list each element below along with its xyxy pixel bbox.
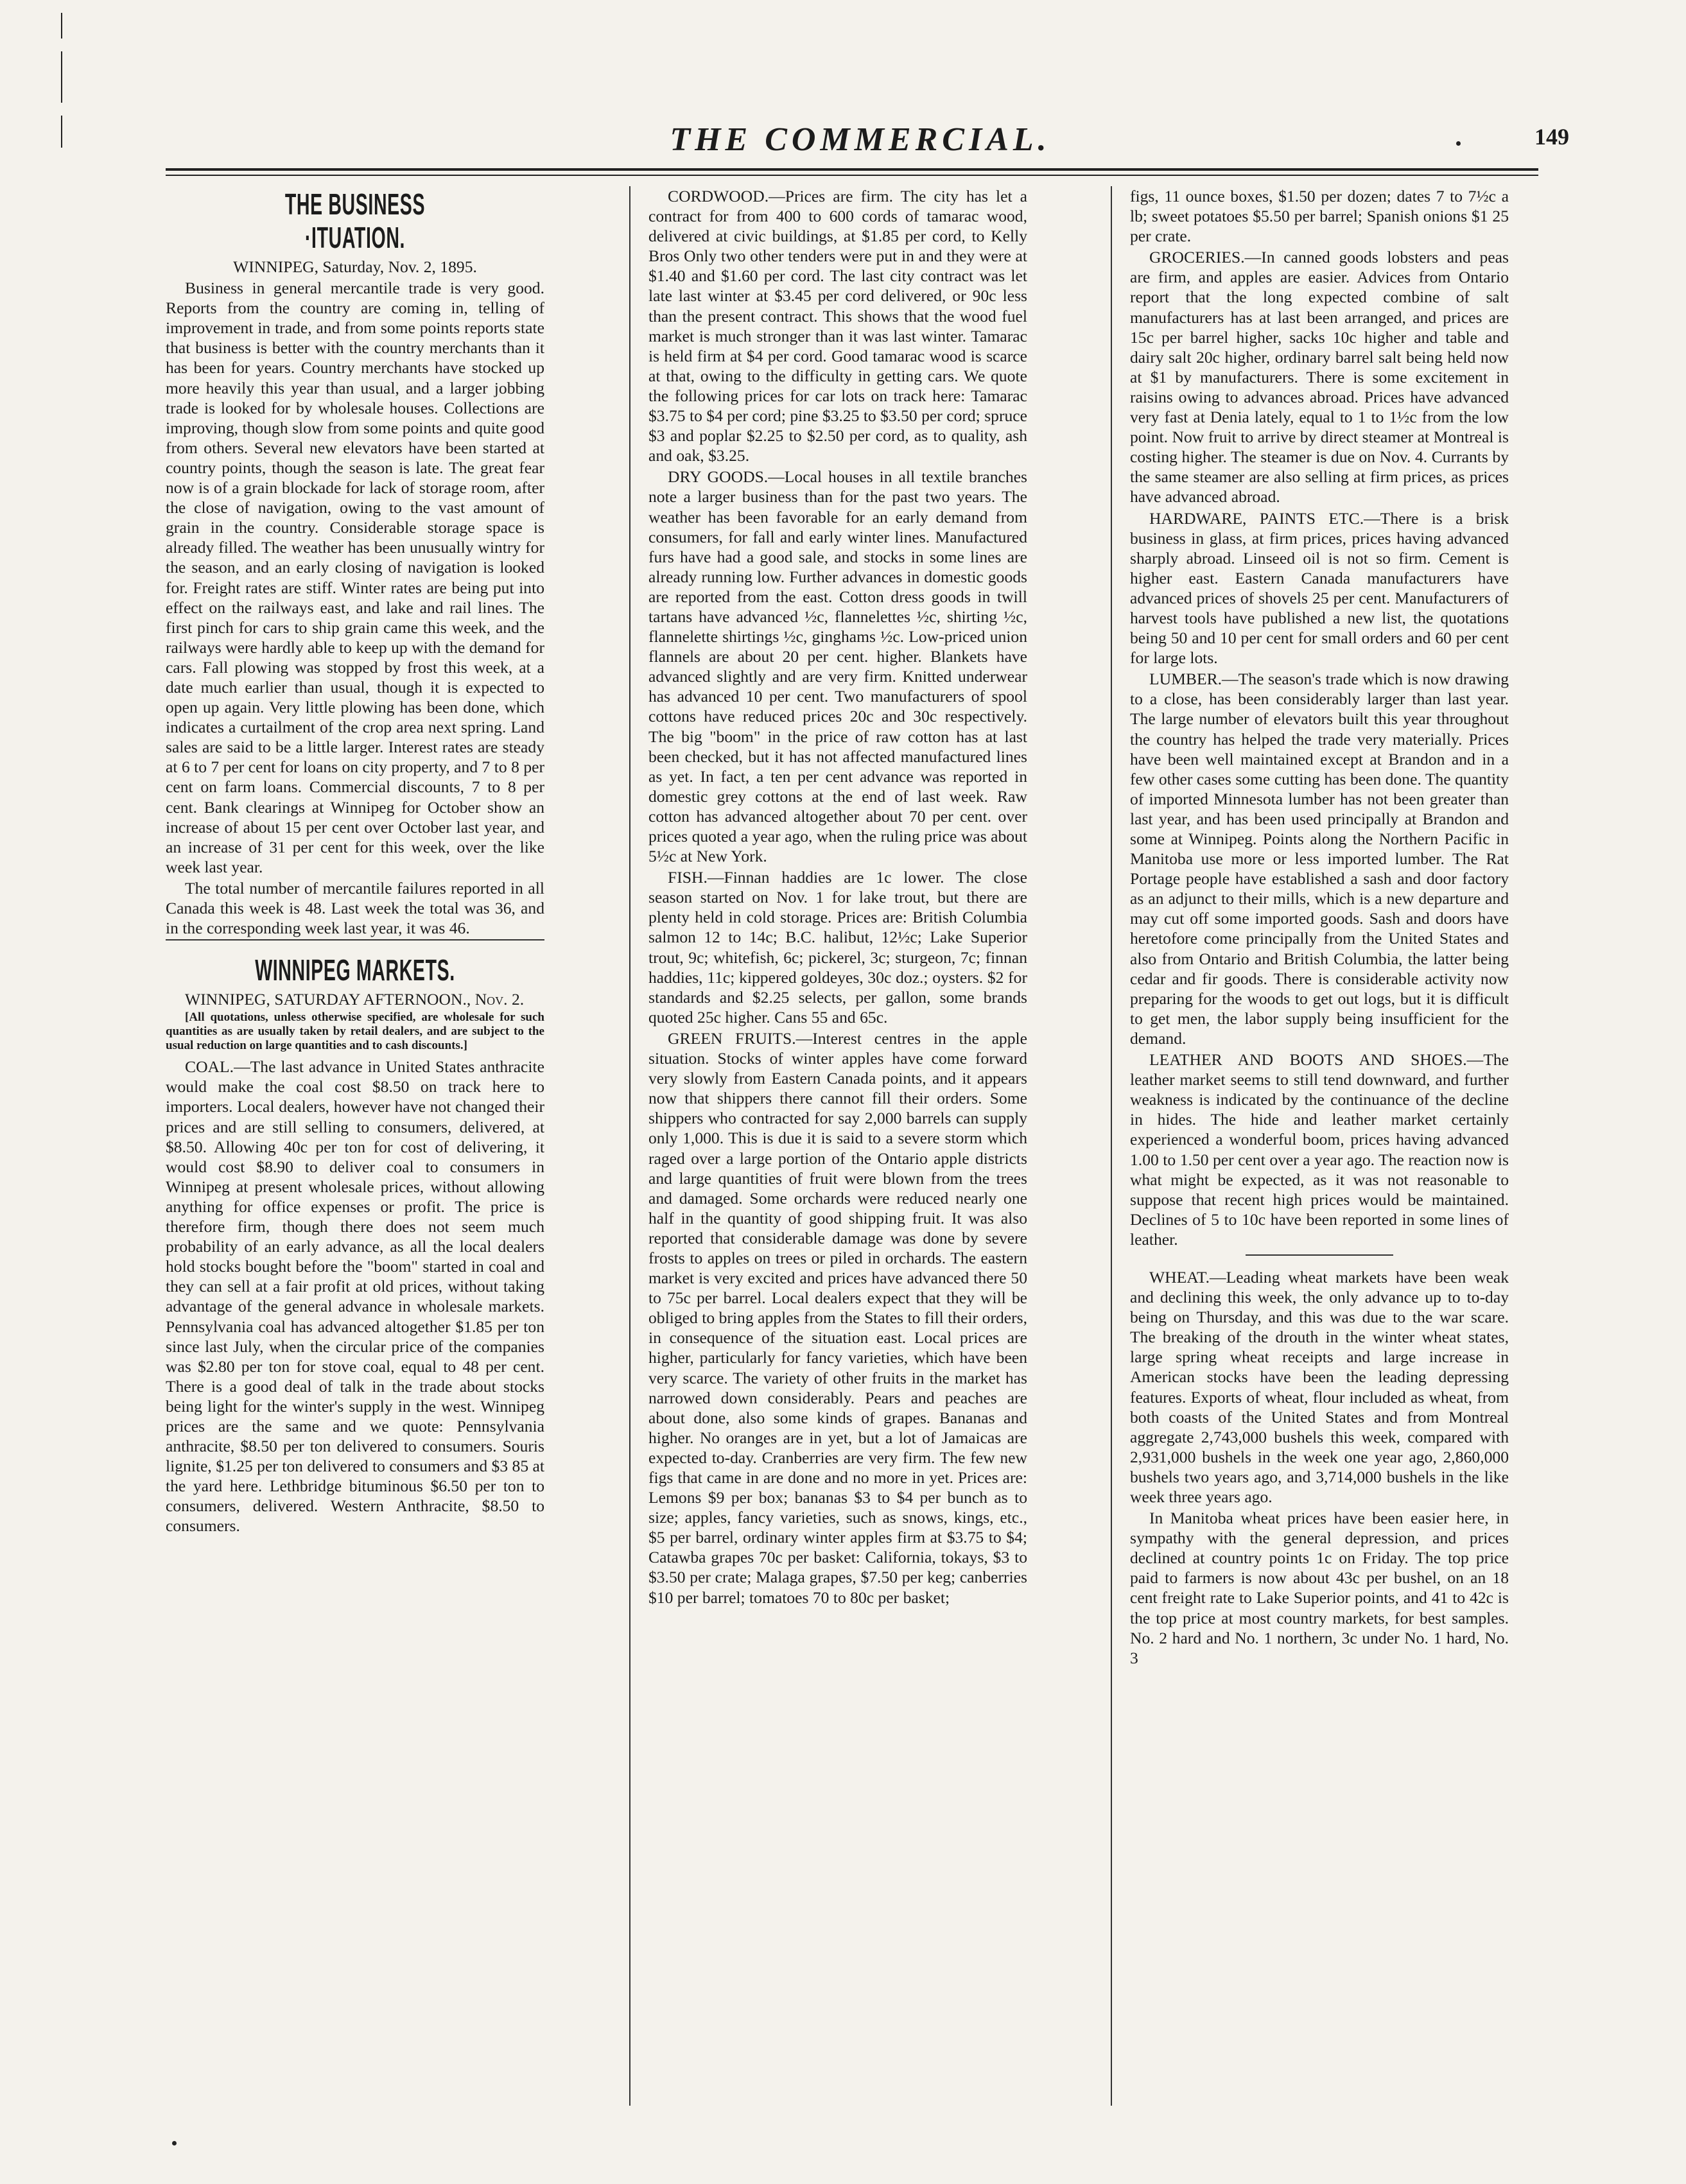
market-dry-goods: DRY GOODS.—Local houses in all textile branches note a larger business than for the past two years. The weather has been favorable for an early demand from consumers, for fall and early winter lines. Manufactured furs have had a good sale, and stocks in some lines are already running low. Further advances in domestic goods are reported from the east. Cotton dress goods in twill tartans have advanced ½c, flannelettes ½c, shirting ½c, flannelette shirtings ½c, ginghams ½c. Low-priced union flannels are about 20 per cent. higher. Blankets have advanced slightly and are very firm. Knitted underwear has advanced 10 per cent. Two manufacturers of spool cottons have reduced prices 20c and 30c respectively. The big "boom" in the price of raw cotton has at last been checked, but it has not affected manufactured lines as yet. In fact, a ten per cent advance was reported in domestic grey cottons at the end of last week. Raw cotton has advanced altogether about 70 per cent. over prices quoted a year ago, when the ruling price was about 5½c at New York. — [648, 467, 1027, 866]
column-separator — [629, 186, 630, 2106]
margin-marks — [61, 13, 70, 148]
market-lumber: LUMBER.—The season's trade which is now drawing to a close, has been considerably larger than last year. The large number of elevators built this year throughout the country has helped the trade very materially. Prices have been well maintained except at Brandon and in a few other cases some cutting has been done. The quantity of imported Minnesota lumber has not been greater than last year, and has been used principally at Brandon and some at Winnipeg. Points along the Northern Pacific in Manitoba use more or less imported lumber. The Rat Portage people have established a sash and door factory as an adjunct to their mills, which is a new departure and may cut off some imported goods. Sash and doors have heretofore come principally from the United States and also from Ontario and British Columbia, the latter being cedar and fir goods. There is considerable activity now preparing for the woods to get out logs, but it is difficult to get men, the labor supply being insufficient for the demand. — [1130, 670, 1509, 1048]
market-leather: LEATHER AND BOOTS AND SHOES.—The leather market seems to still tend downward, and further weakness is indicated by the continuance of the decline in hides. The hide and leather market certainly experienced a wonderful boom, prices having advanced 1.00 to 1.50 per cent over a year ago. The reaction now is what might be expected, as it was not reasonable to suppose that recent high prices would be maintained. Declines of 5 to 10c have been reported in some lines of leather. — [1130, 1050, 1509, 1249]
dateline: WINNIPEG, Saturday, Nov. 2, 1895. — [233, 257, 477, 276]
headline-winnipeg-markets: WINNIPEG MARKETS. — [255, 953, 455, 987]
section-divider — [166, 939, 544, 940]
headline-business-situation: THE BUSINESS ·ITUATION. — [284, 187, 426, 254]
masthead: THE COMMERCIAL. — [670, 121, 1051, 158]
header-rule — [166, 168, 1538, 171]
header-rule-thin — [166, 175, 1538, 176]
ink-dot — [172, 2141, 177, 2145]
market-fish: FISH.—Finnan haddies are 1c lower. The close season started on Nov. 1 for lake trout, but there are plenty held in cold storage. Prices are: British Columbia salmon 12 to 14c; B.C. halibut, 12½c; Lake Superior trout, 9c; whitefish, 6c; pickerel, 3c; sturgeon, 7c; finnan haddies, 11c; kippered goldeyes, 30c doz.; oysters. $2 for standards and $2.25 selects, per gallon, some brands quoted 25c higher. Cans 55 and 65c. — [648, 868, 1027, 1027]
quotation-note: [All quotations, unless otherwise specified, are wholesale for such quantities as are usually taken by retail dealers, and are subject to the usual reduction on large quantities and to cash discounts.] — [166, 1010, 544, 1053]
market-groceries: GROCERIES.—In canned goods lobsters and peas are firm, and apples are easier. Advices from Ontario report that the long expected combine of salt manufacturers has at last been arranged, and prices are 15c per barrel higher, sacks 10c higher and table and dairy salt 20c higher, ordinary barrel salt being held now at $1 by manufacturers. There is some excitement in raisins owing to advances abroad. Prices have advanced very fast at Denia lately, equal to 1 to 1½c from the low point. Now fruit to arrive by direct steamer at Montreal is costing higher. The steamer is due on Nov. 4. Currants by the same steamer are also selling at firm prices, as prices have advanced abroad. — [1130, 248, 1509, 507]
market-manitoba-wheat: In Manitoba wheat prices have been easier here, in sympathy with the general depression, and prices declined at country points 1c on Friday. The top price paid to farmers is now about 43c per bushel, on an 18 cent freight rate to Lake Superior points, and 41 to 42c is the top price at most country markets, for best samples. No. 2 hard and No. 1 northern, 3c under No. 1 hard, No. 3 — [1130, 1509, 1509, 1667]
column-1 — [166, 186, 544, 2109]
article-paragraph: The total number of mercantile failures reported in all Canada this week is 48. Last week the total was 36, and in the corresponding week last year, it was 46. — [166, 878, 544, 938]
column-3 — [1130, 186, 1509, 2109]
dateline: WINNIPEG, SATURDAY AFTERNOON., Nov. 2. — [185, 990, 525, 1009]
market-green-fruits-cont: figs, 11 ounce boxes, $1.50 per dozen; dates 7 to 7½c a lb; sweet potatoes $5.50 per barrel; Spanish onions $1 25 per crate. — [1130, 187, 1509, 246]
market-green-fruits: GREEN FRUITS.—Interest centres in the apple situation. Stocks of winter apples have come forward very slowly from Eastern Canada points, and it appears now that shippers there cannot fill their orders. Some shippers who contracted for say 2,000 barrels can supply only 1,000. This is due it is said to a severe storm which raged over a large portion of the Ontario apple districts and large quantities of fruit were blown from the trees and damaged. Some orchards were reduced nearly one half in the quantity of good shipping fruit. It was also reported that considerable damage was done by severe frosts to apples on trees or piled in orchards. The eastern market is very excited and prices have advanced there 50 to 75c per barrel. Local dealers expect that they will be obliged to bring apples from the States to fill their orders, in consequence of the situation east. Local prices are higher, particularly for fancy varieties, which have been very scarce. The variety of other fruits in the market has narrowed down considerably. Pears and peaches are about done, also some kinds of grapes. Bananas and higher. No oranges are in yet, but a lot of Jamaicas are expected to-day. Cranberries are very firm. The few new figs that came in are done and no more in yet. Prices are: Lemons $9 per box; bananas $3 to $4 per bunch as to size; apples, fancy varieties, such as snows, kings, etc., $5 per barrel, ordinary winter apples firm at $3.75 to $4; Catawba grapes 70c per basket: California, tokays, $3 to $3.50 per crate; Malaga grapes, $7.50 per keg; canberries $10 per barrel; tomatoes 70 to 80c per basket; — [648, 1028, 1027, 1607]
column-separator — [1111, 186, 1112, 2106]
column-2 — [648, 186, 1027, 2109]
market-hardware: HARDWARE, PAINTS ETC.—There is a brisk business in glass, at firm prices, prices having advanced sharply abroad. Linseed oil is not so firm. Cement is higher east. Eastern Canada manufacturers have advanced prices of shovels 25 per cent. Manufacturers of harvest tools have published a new list, the quotations being 50 and 10 per cent for small orders and 60 per cent for large lots. — [1130, 508, 1509, 668]
page-number: 149 — [1534, 124, 1569, 150]
ink-dot — [1456, 141, 1461, 146]
market-wheat: WHEAT.—Leading wheat markets have been weak and declining this week, the only advance up to to-day being on Thursday, and this was due to the war scare. The breaking of the drouth in the winter wheat states, large spring wheat receipts and large increase in American stocks have been the leading depressing features. Exports of wheat, flour included as wheat, from both coasts of the United States and from Montreal aggregate 2,743,000 bushels this week, compared with 2,931,000 bushels in the week one year ago, 2,860,000 bushels two years ago, and 3,714,000 bushels in the like week three years ago. — [1130, 1267, 1509, 1506]
section-divider — [1246, 1254, 1393, 1256]
market-cordwood: CORDWOOD.—Prices are firm. The city has let a contract for from 400 to 600 cords of tamarac wood, delivered at civic buildings, at $1.85 per cord, to Kelly Bros Only two other tenders were put in and they were at $1.40 and $1.60 per cord. The last city contract was let late last winter at $3.45 per cord delivered, or 90c less than the present contract. This shows that the wood fuel market is much stronger than it was last winter. Tamarac is held firm at $4 per cord. Good tamarac wood is scarce at that, owing to the difficulty in getting cars. We quote the following prices for car lots on track here: Tamarac $3.75 to $4 per cord; pine $3.25 to $3.50 per cord; spruce $3 and poplar $2.25 to $2.50 per cord, as to quality, ash and oak, $3.25. — [648, 187, 1027, 465]
article-paragraph: Business in general mercantile trade is very good. Reports from the country are coming in, telling of improvement in trade, and from some points reports state that business is better with the country merchants than it has been for years. Country merchants have stocked up more heavily this year than usual, and a larger jobbing trade is looked for by wholesale houses. Collections are improving, though slow from some points and quite good from others. Several new elevators have been started at country points, though the season is late. The great fear now is of a grain blockade for lack of storage room, after the close of navigation, owing to the vast amount of grain in the country. Considerable storage space is already filled. The weather has been unusually wintry for the season, and an early closing of navigation is looked for. Freight rates are stiff. Winter rates are being put into effect on the railways east, and lake and rail lines. The first pinch for cars to ship grain came this week, and the railways were hardly able to keep up with the demand for cars. Fall plowing was stopped by frost this week, at a date much earlier than usual, though it is expected to open up again. Very little plowing has been done, which indicates a curtailment of the crop area next spring. Land sales are said to be a little larger. Interest rates are steady at 6 to 7 per cent for loans on city property, and 7 to 8 per cent on farm loans. Commercial discounts, 7 to 8 per cent. Bank clearings at Winnipeg for October show an increase of about 15 per cent over October last year, and an increase of 31 per cent for this week, over the like week last year. — [166, 279, 544, 876]
market-coal: COAL.—The last advance in United States anthracite would make the coal cost $8.50 on track here to importers. Local dealers, however have not changed their prices and are still selling to consumers, delivered, at $8.50. Allowing 40c per ton for cost of delivering, it would cost $8.90 to deliver coal to consumers in Winnipeg at present wholesale prices, without allowing anything for office expenses or profit. The price is therefore firm, though there does not seem much probability of an early advance, as all the local dealers hold stocks bought before the "boom" started in coal and they can sell at a fair profit at old prices, without taking advantage of the general advance in wholesale markets. Pennsylvania coal has advanced altogether $1.85 per ton since last July, when the circular price of the companies was $2.80 per ton for stove coal, equal to 48 per cent. There is a good deal of talk in the trade about stocks being light for the winter's supply in the west. Winnipeg prices are the same and we quote: Pennsylvania anthracite, $8.50 per ton delivered to consumers. Souris lignite, $1.25 per ton delivered to consumers and $3 85 at the yard here. Lethbridge bituminous $6.50 per ton to consumers, delivered. Western Anthracite, $8.50 to consumers. — [166, 1057, 544, 1536]
